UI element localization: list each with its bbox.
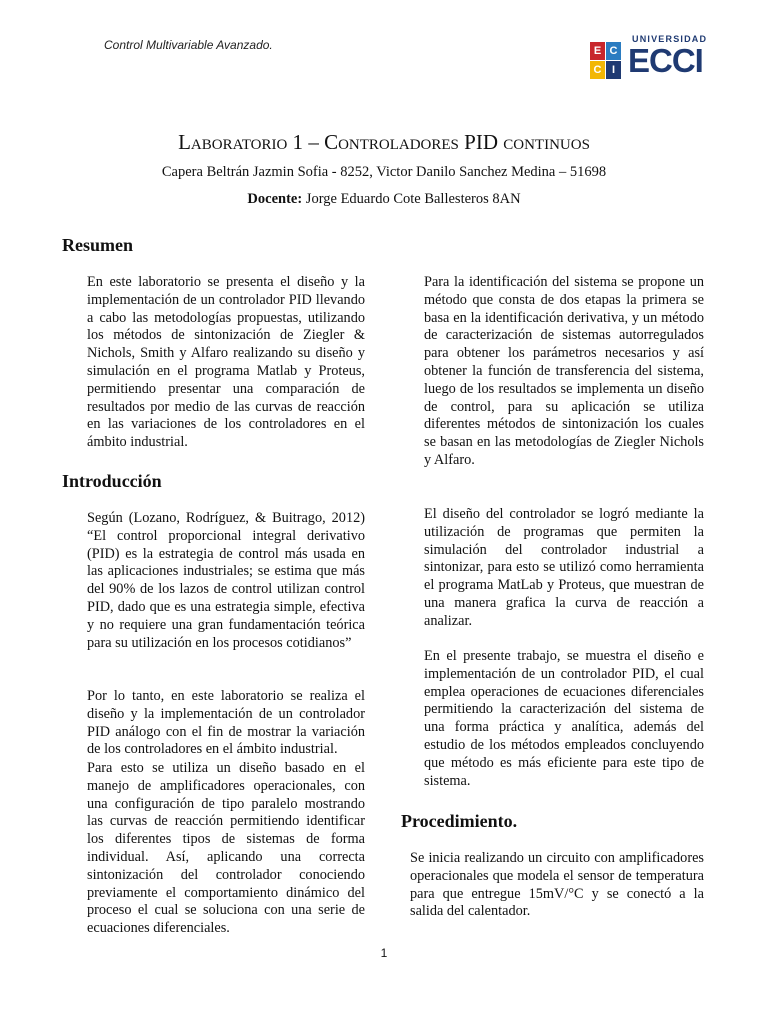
intro-paragraph-2: Por lo tanto, en este laboratorio se realiza el diseño y la implementación de un controlador PID análogo con el fin de mostrar la variación de los controladores en el ámbito industrial.: [87, 688, 365, 758]
procedimiento-heading: Procedimiento.: [401, 811, 518, 831]
running-header: Control Multivariable Avanzado.: [104, 38, 273, 52]
page-number: 1: [380, 946, 388, 960]
intro-paragraph-3: Para esto se utiliza un diseño basado en el manejo de amplificadores operacionales, con una configuración de tipo paralelo mostrando las curvas de reacción permitiendo identificar los diferentes tipos de sistemas de forma individual. Así, aplicando una correcta sintonización del controlador conociendo previamente el comportamiento dinámico del proceso el cual se soluciona con una serie de ecuaciones diferenciales.: [87, 760, 365, 937]
logo-squares-icon: E C C I: [590, 42, 622, 80]
resumen-heading: Resumen: [62, 235, 133, 255]
docente-line: [0, 191, 768, 208]
introduccion-heading: Introducción: [62, 471, 162, 491]
authors-line: Capera Beltrán Jazmin Sofia - 8252, Victor Danilo Sanchez Medina – 51698: [161, 164, 607, 180]
identification-paragraph: Para la identificación del sistema se propone un método que consta de dos etapas la primera se basa en la identificación derivativa, y un método de caracterización de sistemas autorregulados para obtener los parámetros necesarios y así obtener la función de transferencia del sistema, luego de los resultados se implementa un diseño de control, para su aplicación se utiliza diferentes métodos de sintonización los cuales se basan en las metodologías de Ziegler Nichols y Alfaro.: [424, 274, 704, 468]
intro-paragraph-1: Según (Lozano, Rodríguez, & Buitrago, 2012) “El control proporcional integral derivativo (PID) es la estrategia de control más usada en las aplicaciones industriales; se estima que más del 90% de los lazos de control utilizan control PID, dado que es una estrategia simple, efectiva y no requiere una gran fundamentación teórica para su utilización en los procesos cotidianos”: [87, 510, 365, 651]
logo-ecci-text: ECCI: [628, 42, 703, 79]
resumen-paragraph: En este laboratorio se presenta el diseño y la implementación de un controlador PID llevando a cabo las metodologías propuestas, utilizando los métodos de sintonización de Ziegler & Nichols, Smith y Alfaro realizando su diseño y simulación en el programa Matlab y Proteus, permitiendo presentar una comparación de resultados por medio de las curvas de reacción en las variaciones de los controladores en el ámbito industrial.: [87, 274, 365, 451]
logo-university-text: UNIVERSIDAD: [632, 34, 708, 44]
docente-label: Docente:: [247, 191, 303, 207]
controller-design-paragraph: El diseño del controlador se logró mediante la utilización de programas que permiten la simulación del controlador industrial a sintonizar, para esto se utilizó como herramienta el programa MatLab y Proteus, que muestran de una manera grafica la curva de reacción a analizar.: [424, 506, 704, 629]
university-logo: [590, 34, 708, 84]
procedure-paragraph: Se inicia realizando un circuito con amplificadores operacionales que modela el sensor de temperatura para que entregue 15mV/°C y se conectó a la salida del calentador.: [410, 850, 704, 920]
present-work-paragraph: En el presente trabajo, se muestra el diseño e implementación de un controlador PID, el cual emplea operaciones de ecuaciones diferenciales permitiendo la caracterización del sistema de una forma práctica y analítica, además del estudio de los métodos empleados concluyendo que método es más eficiente para este tipo de sistema.: [424, 648, 704, 789]
paper-title: Laboratorio 1 – Controladores PID continuos: [178, 130, 590, 154]
docente-name: Jorge Eduardo Cote Ballesteros 8AN: [302, 191, 521, 207]
